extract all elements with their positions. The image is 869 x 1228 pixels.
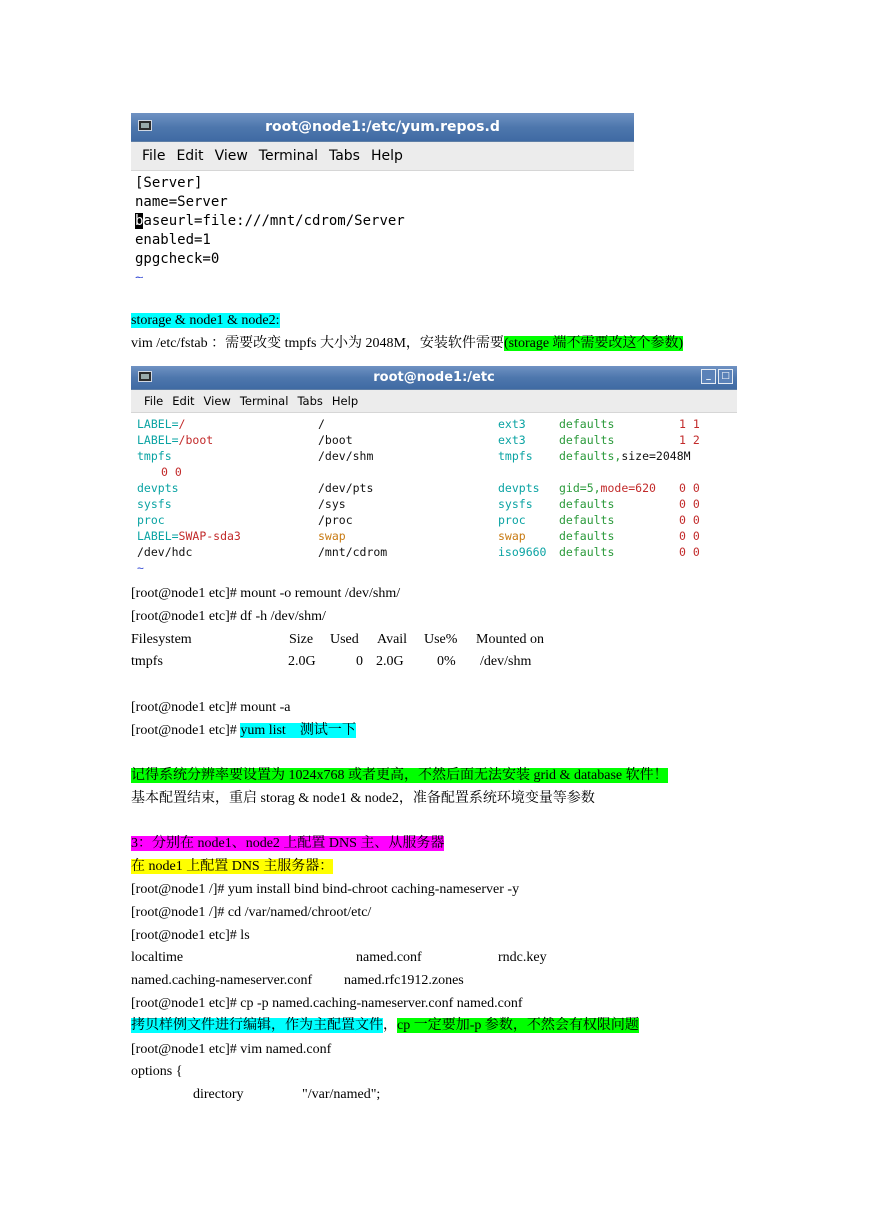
fstab-opts: defaults	[559, 513, 615, 527]
df-header: Avail	[377, 632, 408, 647]
menu-file[interactable]: File	[142, 148, 166, 164]
terminal-title: root@node1:/etc/yum.repos.d	[265, 119, 500, 135]
resolution-note-text: 记得系统分辨率要设置为 1024x768 或者更高，不然后面无法安装 grid & database 软件！	[131, 768, 668, 783]
vim-tilde: ~	[135, 270, 144, 278]
menu-terminal[interactable]: Terminal	[258, 148, 318, 164]
fstab-mount: /boot	[318, 433, 353, 447]
terminal-window-yum-repo	[131, 113, 634, 278]
fstab-row	[137, 448, 737, 464]
df-header: Use%	[424, 632, 458, 647]
menu-view[interactable]: View	[203, 394, 231, 408]
fstab-mount: /sys	[318, 497, 346, 511]
fstab-mount: swap	[318, 529, 346, 543]
cmd-yum-install: [root@node1 /]# yum install bind bind-chroot caching-nameserver -y	[131, 882, 520, 897]
cmd-df: [root@node1 etc]# df -h /dev/shm/	[131, 609, 326, 624]
fstab-dev: LABEL=/	[137, 417, 186, 431]
fstab-opts: defaults	[559, 529, 615, 543]
df-header: Mounted on	[476, 632, 545, 647]
fstab-note-highlight: (storage 端不需要改这个参数)	[503, 336, 684, 351]
fstab-row	[137, 464, 737, 480]
terminal-icon	[138, 120, 152, 131]
fstab-type: proc	[498, 513, 526, 527]
df-header: Used	[330, 632, 359, 647]
ls-item: localtime	[131, 950, 184, 965]
fstab-mount: /mnt/cdrom	[318, 545, 388, 559]
fstab-mount: /	[318, 417, 325, 431]
menu-help[interactable]: Help	[370, 148, 403, 164]
fstab-dev: proc	[137, 513, 165, 527]
options-open: options {	[131, 1064, 183, 1079]
cmd-yum-list	[131, 721, 356, 741]
text-cursor: b	[135, 213, 144, 229]
directory-value: "/var/named";	[302, 1087, 381, 1102]
yum-list-highlight: yum list 测试一下	[240, 723, 356, 738]
maximize-icon[interactable]: □	[718, 369, 733, 384]
menu-edit[interactable]: Edit	[172, 394, 195, 408]
fstab-mount: /dev/shm	[318, 449, 374, 463]
fstab-opts: defaults	[559, 417, 615, 431]
dns-master-heading-text: 在 node1 上配置 DNS 主服务器：	[131, 859, 334, 874]
cmd-ls: [root@node1 etc]# ls	[131, 928, 250, 943]
fstab-opts: defaults	[559, 497, 615, 511]
cmd-cd: [root@node1 /]# cd /var/named/chroot/etc/	[131, 905, 372, 920]
fstab-dump: 0 0	[679, 545, 700, 559]
fstab-note-text: vim /etc/fstab ：需要改变 tmpfs 大小为 2048M，安装软件需要	[131, 336, 504, 351]
fstab-row	[137, 416, 737, 432]
fstab-dev: sysfs	[137, 497, 172, 511]
terminal-window-fstab	[131, 366, 737, 574]
repo-line: enabled=1	[135, 232, 211, 248]
df-cell: 2.0G	[288, 654, 316, 669]
fstab-type: devpts	[498, 481, 540, 495]
fstab-type: ext3	[498, 417, 526, 431]
resolution-note	[131, 766, 668, 786]
fstab-type: sysfs	[498, 497, 533, 511]
copy-note-cyan: 拷贝样例文件进行编辑，作为主配置文件	[131, 1018, 383, 1033]
fstab-dump: 1 2	[679, 433, 700, 447]
copy-note-sep: ，	[383, 1018, 397, 1033]
menu-view[interactable]: View	[214, 148, 248, 164]
repo-line: [Server]	[135, 175, 203, 191]
fstab-dump: 1 1	[679, 417, 700, 431]
cmd-cp: [root@node1 etc]# cp -p named.caching-nameserver.conf named.conf	[131, 996, 523, 1011]
basic-config-done: 基本配置结束，重启 storag & node1 & node2，准备配置系统环境变量等参数	[131, 791, 595, 806]
vim-tilde: ~	[137, 561, 144, 574]
fstab-row	[137, 512, 737, 528]
cmd-vim: [root@node1 etc]# vim named.conf	[131, 1042, 332, 1057]
terminal-titlebar	[131, 366, 737, 390]
fstab-dev: /dev/hdc	[137, 545, 193, 559]
fstab-dump: 0 0	[679, 497, 700, 511]
ls-item: named.conf	[356, 950, 422, 965]
cmd-remount: [root@node1 etc]# mount -o remount /dev/shm/	[131, 586, 401, 601]
fstab-row	[137, 480, 737, 496]
prompt-text: [root@node1 etc]#	[131, 723, 241, 738]
df-cell: 2.0G	[376, 654, 404, 669]
ls-item: rndc.key	[498, 950, 547, 965]
storage-heading-text: storage & node1 & node2:	[131, 313, 280, 328]
fstab-type: tmpfs	[498, 449, 533, 463]
fstab-opts: gid=5,mode=620	[559, 481, 656, 495]
fstab-dump: 0 0	[679, 529, 700, 543]
fstab-opts: defaults	[559, 545, 615, 559]
cmd-mount-a: [root@node1 etc]# mount -a	[131, 700, 291, 715]
fstab-mount: /dev/pts	[318, 481, 374, 495]
fstab-dump: 0 0	[679, 513, 700, 527]
df-cell: 0	[356, 654, 363, 669]
fstab-row	[137, 528, 737, 544]
fstab-row	[137, 432, 737, 448]
fstab-content[interactable]	[131, 413, 737, 574]
ls-item: named.rfc1912.zones	[344, 973, 464, 988]
copy-note-green: cp 一定要加-p 参数，不然会有权限问题	[397, 1018, 639, 1033]
fstab-opts: defaults	[559, 433, 615, 447]
fstab-type: ext3	[498, 433, 526, 447]
terminal-menubar	[131, 390, 737, 413]
storage-heading	[131, 311, 280, 331]
df-cell: 0%	[437, 654, 456, 669]
menu-edit[interactable]: Edit	[176, 148, 204, 164]
fstab-row	[137, 544, 737, 560]
terminal-titlebar	[131, 113, 634, 142]
fstab-dump: 0 0	[679, 481, 700, 495]
section3-title	[131, 834, 444, 854]
fstab-mount: /proc	[318, 513, 353, 527]
copy-note	[131, 1016, 639, 1036]
fstab-dev: LABEL=SWAP-sda3	[137, 529, 241, 543]
fstab-type: swap	[498, 529, 526, 543]
fstab-dev: LABEL=/boot	[137, 433, 214, 447]
fstab-dump: 0 0	[161, 465, 182, 479]
df-header: Size	[289, 632, 314, 647]
terminal-title: root@node1:/etc	[373, 370, 495, 385]
terminal-menubar	[131, 142, 634, 171]
menu-file[interactable]: File	[144, 394, 164, 408]
df-cell: tmpfs	[131, 654, 163, 669]
fstab-type: iso9660	[498, 545, 547, 559]
ls-item: named.caching-nameserver.conf	[131, 973, 313, 988]
fstab-opts: defaults,size=2048M	[559, 449, 691, 463]
menu-help[interactable]: Help	[331, 394, 359, 408]
dns-master-heading	[131, 857, 333, 877]
df-cell: /dev/shm	[480, 654, 532, 669]
fstab-dev: devpts	[137, 481, 179, 495]
menu-tabs[interactable]: Tabs	[297, 394, 323, 408]
terminal-icon	[138, 371, 152, 382]
directory-key: directory	[193, 1087, 244, 1102]
fstab-note	[131, 334, 683, 354]
menu-tabs[interactable]: Tabs	[328, 148, 360, 164]
repo-line-baseurl	[135, 212, 634, 231]
section3-title-text: 3：分别在 node1、node2 上配置 DNS 主、从服务器	[131, 836, 445, 851]
fstab-row	[137, 496, 737, 512]
terminal-content[interactable]	[131, 171, 634, 278]
window-controls	[701, 369, 733, 384]
fstab-dev: tmpfs	[137, 449, 172, 463]
repo-line: gpgcheck=0	[135, 251, 220, 267]
menu-terminal[interactable]: Terminal	[239, 394, 289, 408]
minimize-icon[interactable]: _	[701, 369, 716, 384]
baseurl-text: aseurl=file:///mnt/cdrom/Server	[143, 213, 405, 229]
repo-line: name=Server	[135, 194, 228, 210]
df-header: Filesystem	[131, 632, 192, 647]
